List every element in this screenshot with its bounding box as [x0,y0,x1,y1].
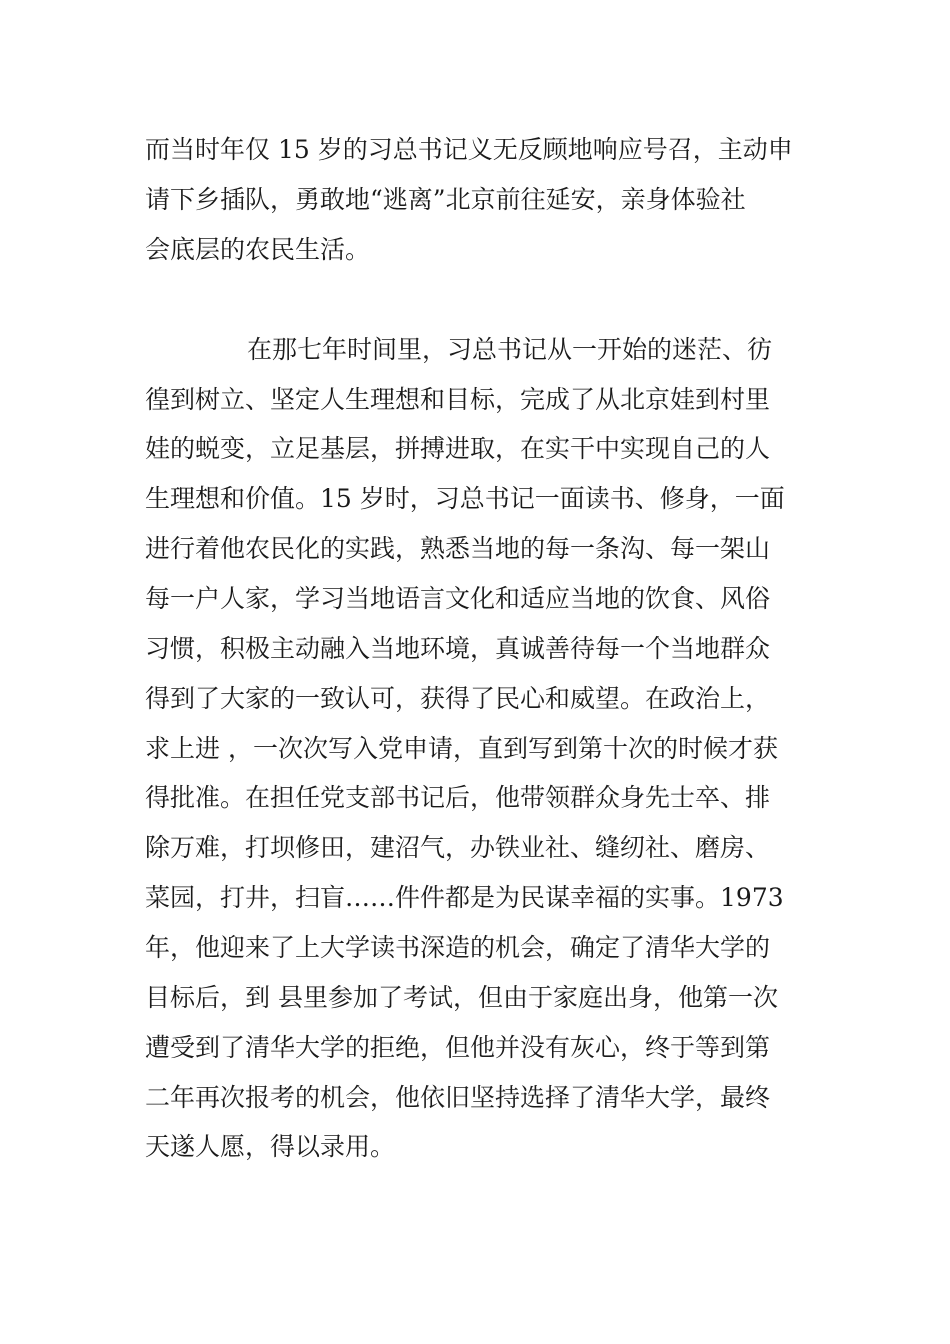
text-line: 得到了大家的一致认可，获得了民心和威望。在政治上， [145,684,771,713]
text-line: 在那七年时间里，习总书记从一开始的迷茫、彷 [247,335,773,364]
text-line: 天遂人愿，得以录用。 [145,1132,396,1161]
text-line: 徨到树立、坚定人生理想和目标，完成了从北京娃到村里 [145,385,771,414]
text-line: 遭受到了清华大学的拒绝，但他并没有灰心，终于等到第 [145,1033,771,1062]
text-line: 而当时年仅 15 岁的习总书记义无反顾地响应号召，主动申 [145,135,793,164]
text-line: 求上进 ，一次次写入党申请，直到写到第十次的时候才获 [145,734,778,763]
text-line: 请下乡插队，勇敢地“逃离”北京前往延安，亲身体验社 [145,185,746,214]
text-line: 得批准。在担任党支部书记后，他带领群众身先士卒、排 [145,783,771,812]
text-line: 年，他迎来了上大学读书深造的机会，确定了清华大学的 [145,933,771,962]
text-line: 目标后，到 县里参加了考试，但由于家庭出身，他第一次 [145,983,778,1012]
text-line: 会底层的农民生活。 [145,235,371,264]
text-line: 菜园，打井，扫盲……件件都是为民谋幸福的实事。1973 [145,883,784,912]
text-line: 每一户人家，学习当地语言文化和适应当地的饮食、风俗 [145,584,771,613]
text-line: 二年再次报考的机会，他依旧坚持选择了清华大学，最终 [145,1083,771,1112]
text-line: 习惯，积极主动融入当地环境，真诚善待每一个当地群众 [145,634,771,663]
text-line: 生理想和价值。15 岁时，习总书记一面读书、修身，一面 [145,484,785,513]
text-line: 除万难，打坝修田，建沼气，办铁业社、缝纫社、磨房、 [145,833,771,862]
text-line: 娃的蜕变，立足基层，拼搏进取，在实干中实现自己的人 [145,434,771,463]
text-line: 进行着他农民化的实践，熟悉当地的每一条沟、每一架山 [145,534,771,563]
